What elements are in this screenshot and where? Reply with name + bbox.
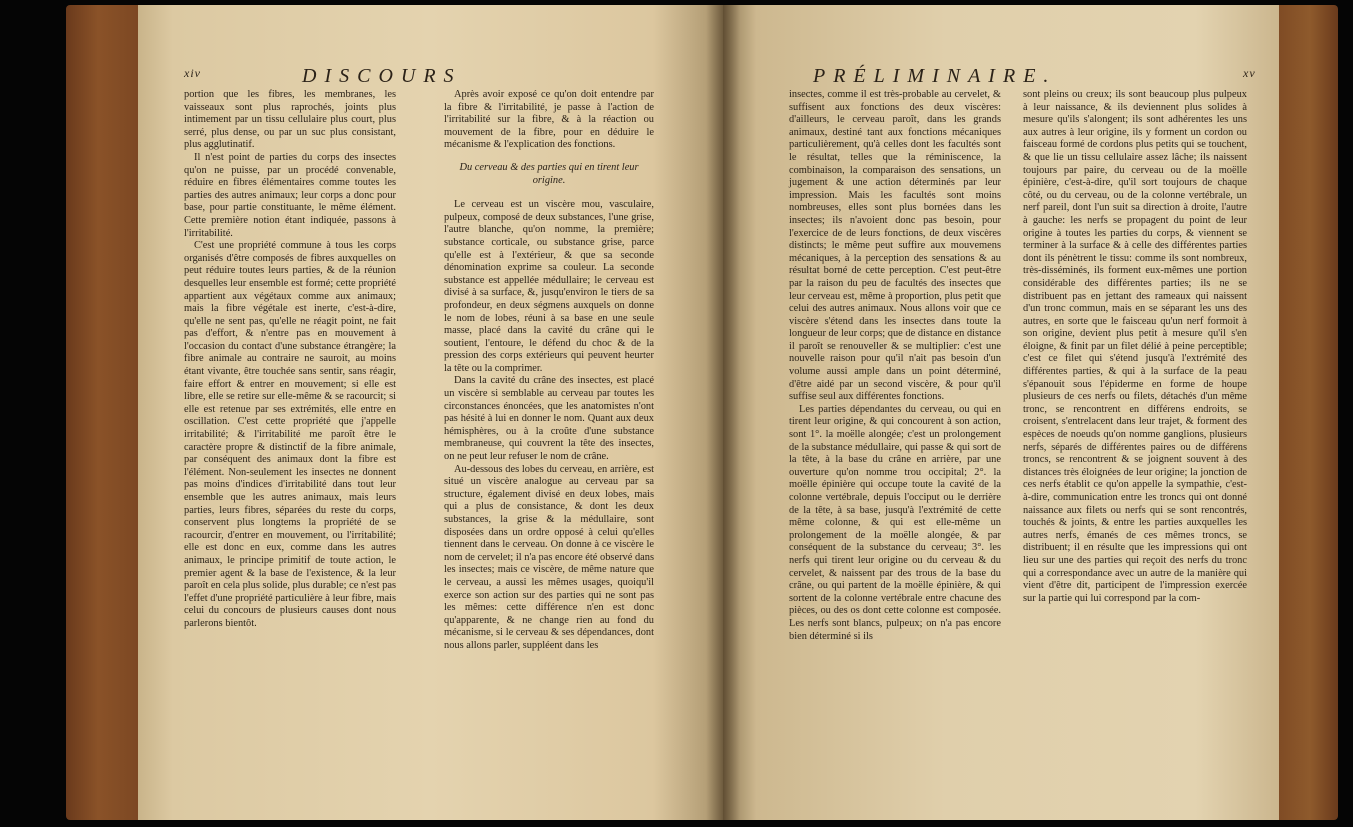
open-book	[66, 5, 1338, 820]
section-heading: Du cerveau & des parties qui en tirent leur origine.	[459, 161, 639, 186]
book-cover-left	[66, 5, 146, 820]
right-page	[723, 5, 1279, 820]
paragraph: insectes, comme il est très-probable au cervelet, & suffisent aux fonctions des deux viscères: d'ailleurs, le cerveau paroît, dans les grands animaux, destiné tant aux fonctions mécaniques particulièrement, qu'à celles dont les facultés sont le résultat, telles que la réminiscence, la combinaison, la comparaison des sensations, un jugement & une action déterminés par leur impression. Mais les facultés sont moins nombreuses, elles sont plus bornées dans les insectes; ils n'avoient donc pas besoin, pour l'exercice de de leurs fonctions, de deux viscères distincts; le même peut suffire aux mouvemens mécaniques, à la perception des sensations & au résultat borné de cette perception. C'est peut-être par la raison du peu de facultés des insectes que leur cerveau est, même à proportion, plus petit que celui des autres animaux. Nous allons voir que ce viscère s'étend dans les insectes dans toute la longueur de leur corps; que de distance en distance il paroît se renouveller & se multiplier: c'est une nouvelle raison pour qu'il n'ait pas besoin d'un volume aussi ample dans un point déterminé, d'être aidé par un second viscère, & pour qu'il suffise seul aux différentes fonctions.	[789, 89, 1001, 403]
right-page-number: xv	[1243, 66, 1256, 80]
book-gutter	[706, 5, 740, 820]
paragraph: Il n'est point de parties du corps des insectes qu'on ne puisse, par un procédé convenable, réduire en fibres élémentaires comme toutes les parties des autres animaux; leur corps a donc pour base, pour partie constituante, le même élément. Cette première notion étant indiquée, passons à l'irritabilité.	[184, 151, 396, 239]
left-running-title: DISCOURS	[302, 65, 462, 87]
paragraph: sont pleins ou creux; ils sont beaucoup plus pulpeux à leur naissance, & ils deviennent plus solides à mesure qu'ils s'alongent; ils sont adhérentes les uns aux autres à leur origine, ils y forment un cordon ou faisceau formé de cordons plus petits qui se touchent, & que lie un tissu cellulaire assez lâche; ils naissent toujours par paire, du cerveau ou de la moëlle épinière, c'est-à-dire, qu'il sort toujours de chaque côté, ou du cerveau, ou de la colonne vertébrale, un nerf pareil, dont l'un suit sa direction à droite, l'autre à gauche: les nerfs se propagent du point de leur origine à toutes les parties du corps, & viennent se terminer à la surface & à celle des différentes parties dont ils pénètrent le tissu: comme ils sont nombreux, très-disséminés, ils forment eux-mêmes une portion considérable des différentes parties; ils ne se distribuent pas en jettant des rameaux qui naissent d'un tronc commun, mais en se séparant les uns des autres, en sorte que le faisceau qu'un nerf formoit à son origine, devient plus petit à mesure qu'il s'en éloigne, & finit par un filet délié à peine perceptible; c'est ce filet qui s'étend jusqu'à l'extrémité des différentes parties, & qui à la surface de la peau s'épanouit sous l'épiderme en forme de houpe plusieurs de ces nerfs ou filets, détachés d'un même tronc, se rencontrent en différens endroits, se croisent, s'entrelacent dans leur trajet, & forment des espèces de noeuds qu'on nomme ganglions, plusieurs nerfs, séparés de différentes paires ou de différens troncs, se rencontrent & se joignent souvent à des distances très éloignées de leur origine; la jonction de ces nerfs établit ce qu'on appelle la sympathie, c'est-à-dire, communication entre les troncs qui ont donné naissance aux filets ou nerfs qui se sont rencontrés, touchés & joints, & entre les parties auxquelles les autres nerfs, émanés de ces mêmes troncs, se distribuent; il en résulte que les impressions qui ont lieu sur une des parties qui reçoit des nerfs du tronc qui a correspondance avec un autre de la manière qui vient d'être dit, participent de l'impression exercée sur la partie qui lui correspond par la com-	[1023, 89, 1247, 604]
paragraph: C'est une propriété commune à tous les corps organisés d'être composés de fibres auxquelles on peut réduire toutes leurs parties, & de la réunion desquelles leur ensemble est formé; cette propriété appartient aux végétaux comme aux animaux; mais la fibre végétale est inerte, c'est-à-dire, qu'elle ne sent pas, qu'elle ne réagit point, ne fait pas d'effort, & n'entre pas en mouvement à l'occasion du contact d'une substance étrangère; la fibre animale au contraire ne sauroit, au moins étant vivante, être touchée sans sentir, sans réagir, faire effort & entrer en mouvement; si elle est libre, elle se retire sur elle-même & se racourcit; si elle est retenue par ses extrémités, elle entre en oscillation. C'est cette propriété que j'appelle irritabilité; & l'irritabilité me paroît être le caractère propre & distinctif de la fibre animale, par conséquent des animaux dont la fibre est l'élément. Non-seulement les insectes ne donnent pas moins d'indices d'irritabilité dans tout leur ensemble que les autres animaux, mais leurs parties, leurs fibres, séparées du reste du corps, conservent plus longtems la propriété de se racourcir, d'entrer en mouvement, ou l'irritabilité; elle est donc en eux, comme dans les autres animaux, le principe primitif de toute action, le premier agent & la base de l'existence, & la leur paroît en cela plus solide, plus durable; ce n'est pas l'effet d'une propriété particulière à leur fibre, mais celui du concours de plusieurs causes dont nous parlerons bientôt.	[184, 240, 396, 629]
paragraph: Après avoir exposé ce qu'on doit entendre par la fibre & l'irritabilité, je passe à l'action de l'irritabilité sur la fibre, & à la réaction ou mouvement de la fibre, pour en déduire le mécanisme & l'explication des fonctions.	[444, 89, 654, 151]
paragraph: Les parties dépendantes du cerveau, ou qui en tirent leur origine, & qui concourent à son action, sont 1°. la moëlle alongée; c'est un prolongement de la substance médullaire, qui passe & qui sort de la tête, à la base du crâne en arrière, par une ouverture qu'on nomme trou occipital; 2°. la moëlle épinière qui occupe toute la cavité de la colonne vertébrale, depuis l'occiput ou le derrière de la tête, à sa base, jusqu'à l'extrémité de cette même colonne, & qui est elle-même un prolongement de la moëlle alongée, & par conséquent de la substance du cerveau; 3°. les nerfs qui tirent leur origine ou du cerveau & du cervelet, & naissent par des trous de la base du crâne, ou qui partent de la moëlle épinière, & qui sortent de la colonne vertébrale entre chacune des pièces, ou des os dont cette colonne est composée. Les nerfs sont blancs, pulpeux; on n'a pas encore bien déterminé si ils	[789, 403, 1001, 642]
right-column-2	[1023, 89, 1247, 605]
right-column-1	[789, 89, 1001, 643]
paragraph: Dans la cavité du crâne des insectes, est placé un viscère si semblable au cerveau par toutes les circonstances énoncées, que les anatomistes n'ont pas hésité à lui en donner le nom. Quant aux deux hémisphères, ou à la croûte d'une substance membraneuse, qui couvrent la tête des insectes, on ne peut leur refuser le nom de crâne.	[444, 375, 654, 463]
left-page-number: xiv	[184, 66, 201, 80]
paragraph: Au-dessous des lobes du cerveau, en arrière, est situé un viscère analogue au cerveau par sa structure, également divisé en deux lobes, mais qui a plus de consistance, & dont les deux substances, la grise & la médullaire, sont disposées dans un ordre opposé à celui qu'elles tiennent dans le cerveau. On donne à ce viscère le nom de cervelet; il n'a pas encore été observé dans les insectes; mais ce viscère, de même nature que le cerveau, a aussi les mêmes usages, quoiqu'il exerce son action sur des parties qui ne sont pas les mêmes: cette différence n'en est donc qu'apparente, & ne change rien au fond du mécanisme, si le cerveau & ses dépendances, dont nous allons parler, suppléent dans les	[444, 463, 654, 651]
left-page	[138, 5, 723, 820]
right-running-title: PRÉLIMINAIRE.	[813, 65, 1057, 87]
paragraph: Le cerveau est un viscère mou, vasculaire, pulpeux, composé de deux substances, l'une grise, l'autre blanche, qu'on nomme, la première; substance corticale, ou substance grise, parce qu'elle est à l'extérieur, & que sa seconde dénomination exprime sa couleur. La seconde substance est appellée médullaire; le cerveau est divisé à sa surface, &, jusqu'environ le tiers de sa profondeur, en deux ségmens auxquels on donne le nom de lobes, réuni à sa base en une seule masse, placé dans la cavité du crâne qui le soutient, l'entoure, le défend du choc & de la pression des corps extérieurs qui peuvent heurter la tête ou la comprimer.	[444, 199, 654, 374]
paragraph: portion que les fibres, les membranes, les vaisseaux sont plus raprochés, joints plus intimement par un tissu cellulaire plus court, plus serré, plus dense, ou par un suc plus consistant, plus agglutinatif.	[184, 89, 396, 151]
left-column-1	[184, 89, 396, 631]
left-column-2	[444, 89, 654, 653]
